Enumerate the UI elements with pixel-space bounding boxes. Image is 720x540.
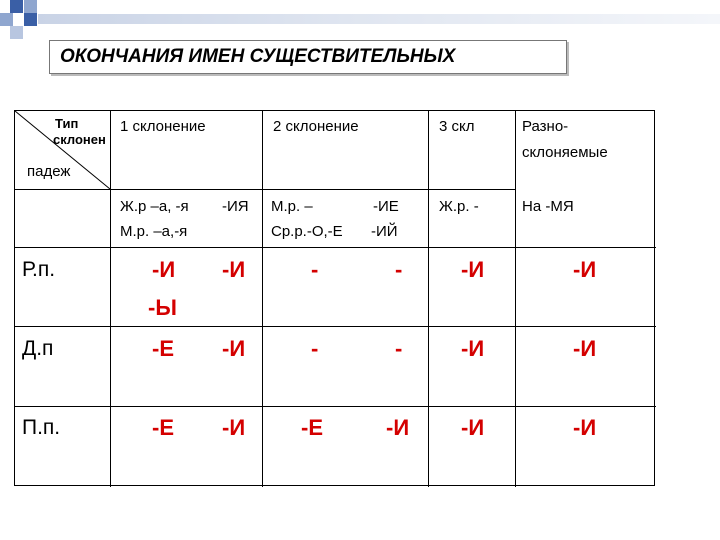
column-header-2: 2 склонение bbox=[273, 118, 359, 135]
ending-cell: -И bbox=[222, 336, 246, 361]
column-divider bbox=[428, 111, 429, 487]
subheader-2b-line2: -ИЙ bbox=[371, 223, 398, 240]
ending-cell: - bbox=[395, 257, 403, 282]
subheader-1a: Ж.р –а, -я bbox=[120, 198, 189, 215]
subheader-2a: М.р. – bbox=[271, 198, 313, 215]
subheader-2a-line2: Ср.р.-О,-Е bbox=[271, 223, 343, 240]
subheader-3: Ж.р. - bbox=[439, 198, 479, 215]
subheader-1b: -ИЯ bbox=[222, 198, 249, 215]
ending-cell: -Е bbox=[152, 336, 174, 361]
ending-cell: -Е bbox=[152, 415, 174, 440]
ending-cell: -И bbox=[222, 257, 246, 282]
ending-cell: -И bbox=[461, 257, 485, 282]
case-label-dative: Д.п bbox=[22, 337, 54, 360]
ending-cell: -И bbox=[461, 415, 485, 440]
column-header-4: Разно- bbox=[522, 118, 569, 135]
column-header-3: 3 скл bbox=[439, 118, 475, 135]
title-box bbox=[49, 40, 567, 74]
ending-cell: - bbox=[311, 336, 319, 361]
column-header-1: 1 склонение bbox=[120, 118, 206, 135]
ending-cell: - bbox=[311, 257, 319, 282]
ending-cell: -Е bbox=[301, 415, 323, 440]
ending-cell: -И bbox=[386, 415, 410, 440]
corner-case-label: падеж bbox=[27, 163, 71, 180]
subheader-1a-line2: М.р. –а,-я bbox=[120, 223, 188, 240]
row-divider bbox=[15, 406, 656, 407]
corner-type-label: Тип bbox=[55, 116, 79, 131]
row-divider bbox=[15, 326, 656, 327]
corner-type-label-2: склонен bbox=[53, 132, 106, 147]
ending-cell: -И bbox=[222, 415, 246, 440]
subheader-4: На -МЯ bbox=[522, 198, 574, 215]
ending-cell: -И bbox=[573, 257, 597, 282]
ending-cell: -И bbox=[461, 336, 485, 361]
ending-cell: -И bbox=[573, 336, 597, 361]
page-title: ОКОНЧАНИЯ ИМЕН СУЩЕСТВИТЕЛЬНЫХ bbox=[60, 46, 456, 67]
case-label-genitive: Р.п. bbox=[22, 258, 56, 281]
column-divider bbox=[262, 111, 263, 487]
decorative-bar bbox=[38, 14, 720, 24]
ending-cell: -И bbox=[152, 257, 176, 282]
ending-cell: -Ы bbox=[148, 295, 177, 320]
subheader-2b: -ИЕ bbox=[373, 198, 399, 215]
endings-table bbox=[14, 110, 655, 486]
row-divider bbox=[15, 247, 656, 248]
ending-cell: - bbox=[395, 336, 403, 361]
ending-cell: -И bbox=[573, 415, 597, 440]
column-header-4-line2: склоняемые bbox=[522, 144, 608, 161]
case-label-prepositional: П.п. bbox=[22, 416, 61, 439]
column-divider bbox=[515, 111, 516, 487]
